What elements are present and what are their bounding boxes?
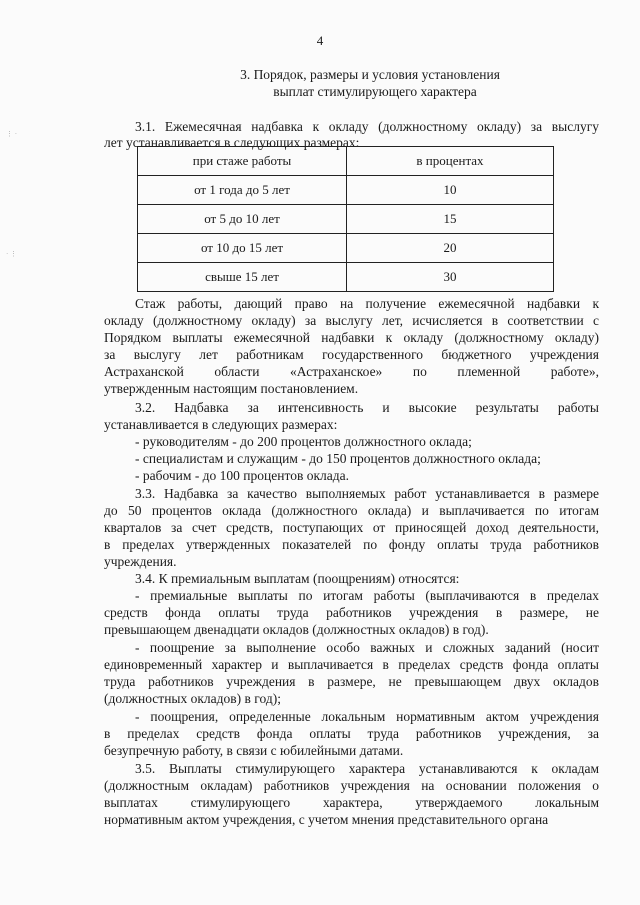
table-row <box>138 263 554 292</box>
text-line: 3.3. Надбавка за качество выполняемых работ устанавливается в размере <box>135 486 599 501</box>
text-line: 3.4. К премиальным выплатам (поощрениям) относятся: <box>135 571 460 586</box>
table-cell: 10 <box>347 176 554 205</box>
table-cell: от 1 года до 5 лет <box>138 176 347 205</box>
text-line: единовременный характер и выплачивается в пределах средств фонда оплаты <box>104 657 599 672</box>
text-line: Астраханской области «Астраханское» по племенной работе», <box>104 364 599 379</box>
text-line: лет устанавливается в следующих размерах: <box>104 135 360 150</box>
text-line: - поощрение за выполнение особо важных и сложных заданий (носит <box>135 640 599 655</box>
seniority-table <box>137 146 554 292</box>
text-line: нормативным актом учреждения, с учетом мнения представительного органа <box>104 812 549 827</box>
page-number: 4 <box>316 33 324 48</box>
text-line: Порядком выплаты ежемесячной надбавки к окладу (должностному окладу) <box>104 330 599 345</box>
text-line: в пределах утвержденных показателей по фонду оплаты труда работников <box>104 537 599 552</box>
list-item: - специалистам и служащим - до 150 процентов должностного оклада; <box>135 451 541 466</box>
heading-line: 3. Порядок, размеры и условия установления <box>240 67 500 82</box>
text-line: превышающем двенадцати окладов (должностных окладов) в год). <box>104 622 489 637</box>
text-line: труда работников учреждения в размере, не превышающем двух окладов <box>104 674 599 689</box>
table-header-row <box>138 147 554 176</box>
table-row <box>138 234 554 263</box>
table-row <box>138 205 554 234</box>
table-cell: от 10 до 15 лет <box>138 234 347 263</box>
text-line: (должностных окладов) в год); <box>104 691 281 706</box>
table-header-cell: в процентах <box>347 147 554 176</box>
list-item: - рабочим - до 100 процентов оклада. <box>135 468 349 483</box>
table-cell: свыше 15 лет <box>138 263 347 292</box>
text-line: выплатах стимулирующего характера, утверждаемого локальным <box>104 795 599 810</box>
text-line: 3.5. Выплаты стимулирующего характера устанавливаются к окладам <box>135 761 599 776</box>
text-line: средств фонда оплаты труда работников учреждения в размере, не <box>104 605 599 620</box>
text-line: - премиальные выплаты по итогам работы (выплачиваются в пределах <box>135 588 599 603</box>
table-cell: 20 <box>347 234 554 263</box>
heading-line: выплат стимулирующего характера <box>273 84 477 99</box>
table-cell: 30 <box>347 263 554 292</box>
text-line: учреждения. <box>104 554 177 569</box>
text-line: - поощрения, определенные локальным нормативным актом учреждения <box>135 709 599 724</box>
table-header-cell: при стаже работы <box>138 147 347 176</box>
text-line: в пределах средств фонда оплаты труда работников учреждения, за <box>104 726 599 741</box>
scan-noise: ⋮ · <box>6 130 18 138</box>
scan-noise: · ⋮ <box>6 250 18 258</box>
text-line: утвержденным настоящим постановлением. <box>104 381 359 396</box>
text-line: 3.2. Надбавка за интенсивность и высокие результаты работы <box>135 400 599 415</box>
text-line: до 50 процентов оклада (должностного оклада) и выплачивается по итогам <box>104 503 599 518</box>
text-line: безупречную работу, в связи с юбилейными датами. <box>104 743 404 758</box>
text-line: устанавливается в следующих размерах: <box>104 417 338 432</box>
list-item: - руководителям - до 200 процентов должностного оклада; <box>135 434 472 449</box>
table-cell: 15 <box>347 205 554 234</box>
text-line: за выслугу лет работникам государственного бюджетного учреждения <box>104 347 599 362</box>
text-line: кварталов за счет средств, поступающих от приносящей доход деятельности, <box>104 520 599 535</box>
table-row <box>138 176 554 205</box>
text-line: Стаж работы, дающий право на получение ежемесячной надбавки к <box>135 296 599 311</box>
text-line: 3.1. Ежемесячная надбавка к окладу (должностному окладу) за выслугу <box>135 119 599 134</box>
table-cell: от 5 до 10 лет <box>138 205 347 234</box>
section-heading <box>0 66 640 100</box>
text-line: окладу (должностному окладу) за выслугу лет, исчисляется в соответствии с <box>104 313 599 328</box>
text-line: (должностным окладам) работников учреждения на основании положения о <box>104 778 599 793</box>
